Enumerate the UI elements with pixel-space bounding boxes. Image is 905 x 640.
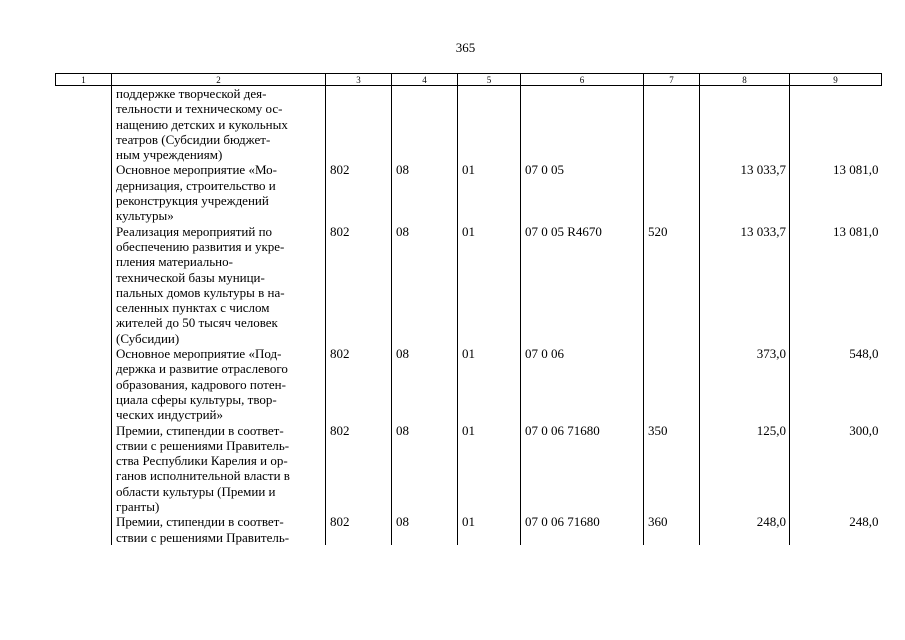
- cell-col4: 08: [392, 224, 458, 346]
- cell-col6: 07 0 06: [521, 346, 644, 422]
- cell-col9: [790, 86, 882, 163]
- cell-col3: 802: [326, 346, 392, 422]
- column-header: 7: [644, 74, 700, 86]
- column-header: 4: [392, 74, 458, 86]
- budget-table: [55, 73, 882, 545]
- cell-col7: [644, 86, 700, 163]
- cell-col1: [56, 162, 112, 223]
- column-header: 5: [458, 74, 521, 86]
- cell-col1: [56, 86, 112, 163]
- cell-name: Основное мероприятие «Мо- дернизация, строительство и реконструкция учреждений культуры»: [112, 162, 326, 223]
- cell-col4: [392, 86, 458, 163]
- cell-col9: 300,0: [790, 423, 882, 515]
- cell-name: Реализация мероприятий по обеспечению развития и укре- пления материально- технической базы муници- пальных домов культуры в на- селенных пунктах с числом жителей до 50 тысяч человек (Субсидии): [112, 224, 326, 346]
- cell-col8: 13 033,7: [700, 224, 790, 346]
- column-header: 1: [56, 74, 112, 86]
- table-row: [56, 514, 882, 545]
- cell-col8: 248,0: [700, 514, 790, 545]
- cell-col9: 248,0: [790, 514, 882, 545]
- cell-col8: 125,0: [700, 423, 790, 515]
- column-header: 3: [326, 74, 392, 86]
- cell-col8: 373,0: [700, 346, 790, 422]
- cell-col3: 802: [326, 423, 392, 515]
- cell-col5: 01: [458, 224, 521, 346]
- cell-col5: [458, 86, 521, 163]
- cell-col5: 01: [458, 346, 521, 422]
- cell-name: Премии, стипендии в соответ- ствии с решениями Правитель- ства Республики Карелия и ор- ганов исполнительной власти в области культуры (Премии и гранты): [112, 423, 326, 515]
- cell-col1: [56, 224, 112, 346]
- cell-col3: 802: [326, 224, 392, 346]
- page-number: 365: [455, 40, 476, 55]
- table-row: [56, 224, 882, 346]
- cell-col6: 07 0 06 71680: [521, 423, 644, 515]
- cell-col6: 07 0 06 71680: [521, 514, 644, 545]
- cell-col5: 01: [458, 423, 521, 515]
- cell-col1: [56, 346, 112, 422]
- cell-col3: 802: [326, 162, 392, 223]
- cell-col9: 13 081,0: [790, 162, 882, 223]
- cell-col4: 08: [392, 514, 458, 545]
- cell-col1: [56, 423, 112, 515]
- cell-col5: 01: [458, 162, 521, 223]
- cell-col4: 08: [392, 162, 458, 223]
- cell-col9: 13 081,0: [790, 224, 882, 346]
- cell-col4: 08: [392, 346, 458, 422]
- cell-name: Основное мероприятие «Под- держка и развитие отраслевого образования, кадрового потен- циала сферы культуры, твор- ческих индустрий»: [112, 346, 326, 422]
- cell-col1: [56, 514, 112, 545]
- cell-col6: 07 0 05 R4670: [521, 224, 644, 346]
- table-row: [56, 423, 882, 515]
- cell-col7: 520: [644, 224, 700, 346]
- cell-col4: 08: [392, 423, 458, 515]
- cell-name: Премии, стипендии в соответ- ствии с решениями Правитель-: [112, 514, 326, 545]
- cell-name: поддержке творческой дея- тельности и техническому ос- нащению детских и кукольных театров (Субсидии бюджет- ным учреждениям): [112, 86, 326, 163]
- table-header-row: [56, 74, 882, 86]
- column-header: 2: [112, 74, 326, 86]
- cell-col8: 13 033,7: [700, 162, 790, 223]
- column-header: 8: [700, 74, 790, 86]
- cell-col5: 01: [458, 514, 521, 545]
- cell-col9: 548,0: [790, 346, 882, 422]
- table-row: [56, 346, 882, 422]
- cell-col6: 07 0 05: [521, 162, 644, 223]
- cell-col7: 360: [644, 514, 700, 545]
- table-row: [56, 86, 882, 163]
- table-row: [56, 162, 882, 223]
- column-header: 9: [790, 74, 882, 86]
- cell-col8: [700, 86, 790, 163]
- cell-col3: [326, 86, 392, 163]
- cell-col3: 802: [326, 514, 392, 545]
- column-header: 6: [521, 74, 644, 86]
- cell-col7: [644, 162, 700, 223]
- cell-col7: [644, 346, 700, 422]
- cell-col7: 350: [644, 423, 700, 515]
- cell-col6: [521, 86, 644, 163]
